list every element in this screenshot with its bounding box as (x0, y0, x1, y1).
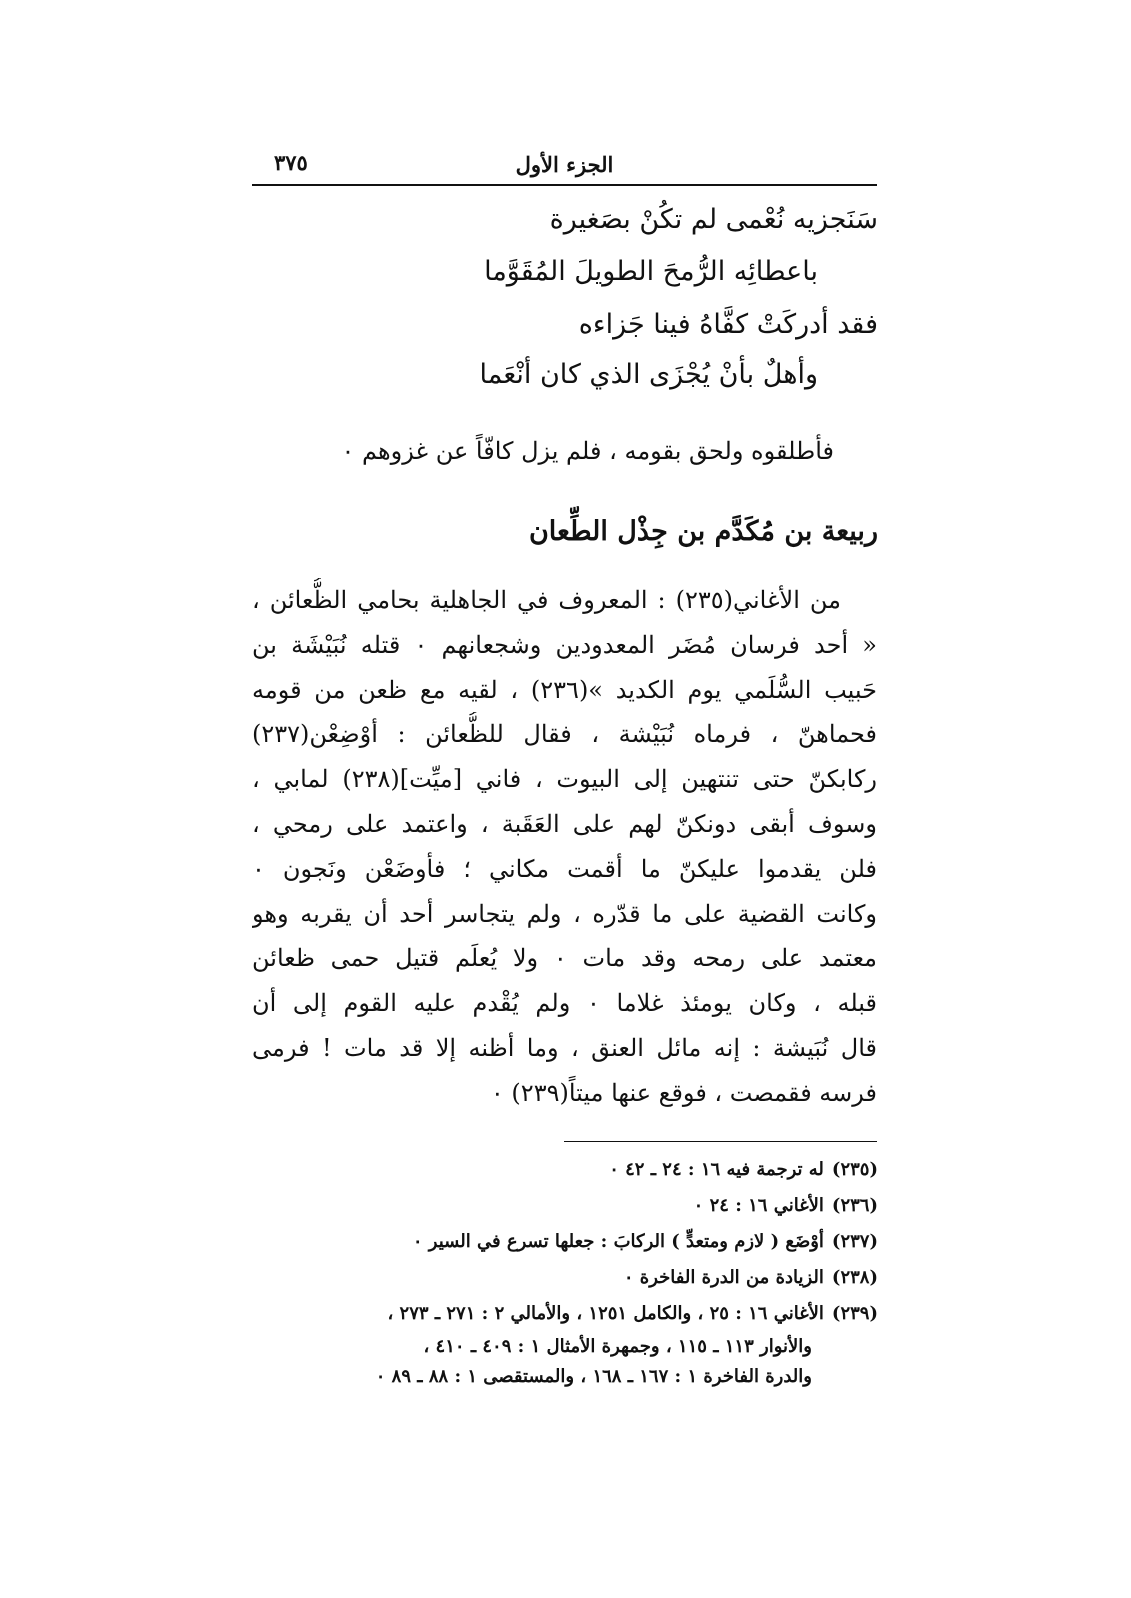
footnote-divider (564, 1141, 877, 1142)
footnote-number: (٢٣٩) (831, 1303, 878, 1324)
paragraph-line: وسوف أبقى دونكنّ لهم على العَقَبة ، واعتمد على رمحي ، (252, 809, 877, 838)
paragraph-line: فحماهنّ ، فرماه نُبَيْشة ، فقال للظُّعائن : أوْضِعْن(٢٣٧) (252, 720, 877, 749)
paragraph-line: معتمد على رمحه وقد مات ٠ ولا يُعلَم قتيل حمى ظعائن (252, 944, 877, 973)
paragraph-line: حَبيب السُّلَمي يوم الكديد »(٢٣٦) ، لقيه مع ظعن من قومه (252, 675, 877, 704)
footnote-text: أوْضَع ( لازم ومتعدٍّ ) الركابَ : جعلها تسرع في السير ٠ (412, 1231, 824, 1252)
footnote-text: الزيادة من الدرة الفاخرة ٠ (623, 1267, 824, 1288)
footnote (253, 1188, 878, 1224)
narrative-line: فأطلقوه ولحق بقومه ، فلم يزل كافّاً عن غزوهم ٠ (341, 437, 834, 465)
paragraph-line: فرسه فقمصت ، فوقع عنها ميتاً(٢٣٩) ٠ (490, 1078, 877, 1107)
paragraph-line: وكانت القضية على ما قدّره ، ولم يتجاسر أحد أن يقربه وهو (252, 899, 877, 928)
footnote-text: الأغاني ١٦ : ٢٤ ٠ (693, 1195, 824, 1216)
body-paragraph (252, 578, 877, 1116)
poem-line: باعطائِه الرُّمحَ الطويلَ المُقَوَّما (484, 256, 818, 287)
paragraph-line: « أحد فرسان مُضَر المعدودين وشجعانهم ٠ قتله نُبَيْشَة بن (252, 630, 877, 659)
footnote-number: (٢٣٥) (831, 1159, 878, 1180)
footnote (253, 1152, 878, 1188)
header-title: الجزء الأول (515, 152, 614, 177)
footnote (253, 1296, 878, 1332)
footnote-number: (٢٣٧) (831, 1231, 878, 1252)
footnote-text: الأغاني ١٦ : ٢٥ ، والكامل ١٢٥١ ، والأمالي ٢ : ٢٧١ ـ ٢٧٣ ، (387, 1303, 824, 1324)
running-header (252, 148, 877, 186)
poem-line: فقد أدركَتْ كفَّاهُ فينا جَزاءه (578, 309, 878, 340)
paragraph-line: قال نُبَيشة : إنه مائل العنق ، وما أظنه إلا قد مات ! فرمى (252, 1033, 877, 1062)
poem-line: سَنَجزيه نُعْمى لم تكُنْ بصَغيرة (549, 204, 878, 235)
page-number: ٣٧٥ (274, 150, 308, 175)
paragraph-line: من الأغاني(٢٣٥) : المعروف في الجاهلية بحامي الظُّعائن ، (252, 586, 841, 614)
paragraph-line: فلن يقدموا عليكنّ ما أقمت مكاني ؛ فأوضَعْن ونَجون ٠ (252, 854, 877, 883)
footnote (253, 1260, 878, 1296)
footnotes (253, 1152, 878, 1392)
footnote (253, 1224, 878, 1260)
paragraph-line: قبله ، وكان يومئذ غلاما ٠ ولم يُقْدم عليه القوم إلى أن (252, 989, 877, 1018)
footnote-number: (٢٣٦) (831, 1195, 878, 1216)
footnote-continuation: والأنوار ١١٣ ـ ١١٥ ، وجمهرة الأمثال ١ : ٤٠٩ ـ ٤١٠ ، (423, 1336, 812, 1357)
footnote-text: له ترجمة فيه ١٦ : ٢٤ ـ ٤٢ ٠ (609, 1159, 824, 1180)
footnote-number: (٢٣٨) (831, 1267, 878, 1288)
paragraph-line: ركابكنّ حتى تنتهين إلى البيوت ، فاني [ميِّت](٢٣٨) لمابي ، (252, 765, 877, 794)
footnote-continuation: والدرة الفاخرة ١ : ١٦٧ ـ ١٦٨ ، والمستقصى ١ : ٨٨ ـ ٨٩ ٠ (375, 1366, 812, 1387)
poem-line: وأهلٌ بأنْ يُجْزَى الذي كان أنْعَما (479, 359, 818, 390)
section-heading: ربيعة بن مُكَدَّم بن جِذْل الطِّعان (528, 516, 878, 547)
